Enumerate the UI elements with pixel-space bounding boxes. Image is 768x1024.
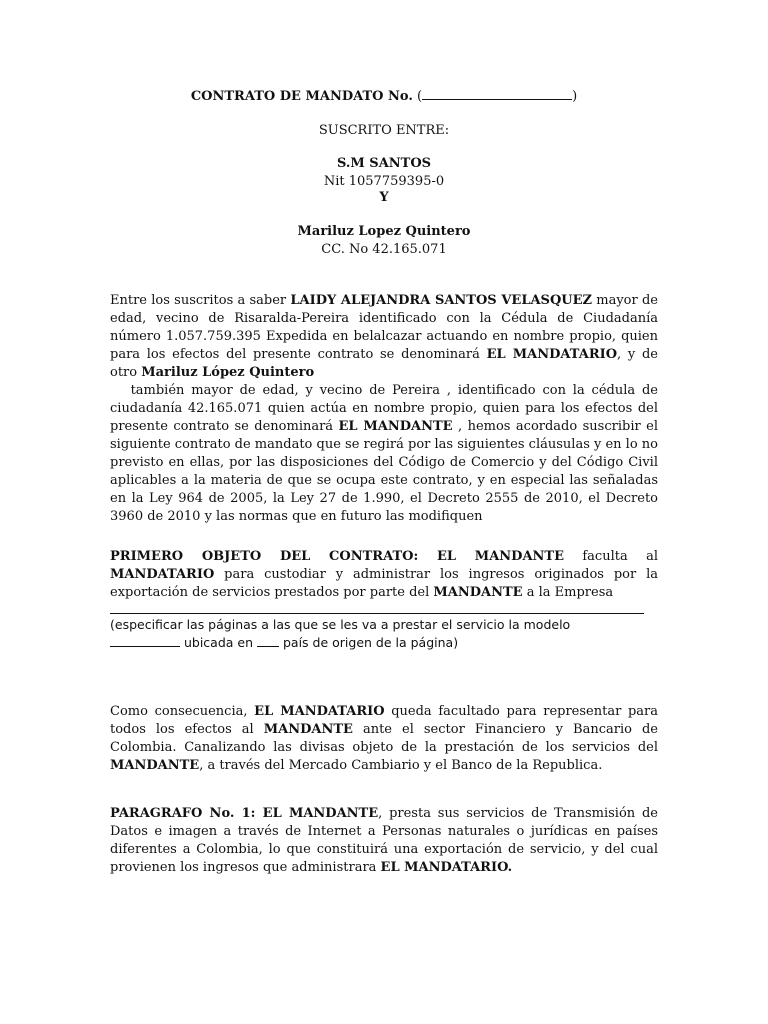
pais-blank — [257, 634, 279, 647]
primero-paragraph: PRIMERO OBJETO DEL CONTRATO: EL MANDANTE faculta al MANDATARIO para custodiar y administrar los ingresos originados por la exportación de servicios prestados por parte del MANDANTE a la Empresa (especificar las páginas a las que se les va a prestar el servicio la modelo ubicada en país de origen de la página) — [110, 549, 658, 650]
contract-number-blank — [422, 86, 572, 100]
consecuencia-paragraph: Como consecuencia, EL MANDATARIO queda facultado para representar para todos los efectos al MANDANTE ante el sector Financiero y Bancario de Colombia. Canalizando las divisas objeto de la prestación de los servicios del MANDANTE, a través del Mercado Cambiario y el Banco de la Republica. — [110, 704, 658, 773]
contract-title: CONTRATO DE MANDATO No. ( ) — [0, 86, 768, 106]
intro-paragraph: Entre los suscritos a saber LAIDY ALEJANDRA SANTOS VELASQUEZ mayor de edad, vecino de Risaralda-Pereira identificado con la Cédula de Ciudadanía número 1.057.759.395 Expedida en belalcazar actuando en nombre propio, quien para los efectos del presente contrato se denominará EL MANDATARIO, y de otro Mariluz López Quintero también mayor de edad, y vecino de Pereira , identificado con la cédula de ciudadanía 42.165.071 quien actúa en nombre propio, quien para los efectos del presente contrato se denominará EL MANDANTE , hemos acordado suscribir el siguiente contrato de mandato que se regirá por las siguientes cláusulas y en lo no previsto en ellas, por las disposiciones del Código de Comercio y del Código Civil aplicables a la materia de que se ocupa este contrato, y en especial las señaladas en la Ley 964 de 2005, la Ley 27 de 1.990, el Decreto 2555 de 2010, el Decreto 3960 de 2010 y las normas que en futuro las modifiquen — [110, 293, 658, 524]
modelo-blank — [110, 634, 180, 647]
subscribed-label: SUSCRITO ENTRE: — [318, 123, 450, 138]
title-text: CONTRATO DE MANDATO No. — [190, 89, 413, 104]
empresa-blank-line — [110, 612, 644, 614]
conjunction: Y — [379, 190, 389, 205]
party2-name: Mariluz Lopez Quintero — [297, 224, 471, 239]
paragrafo-paragraph: PARAGRAFO No. 1: EL MANDANTE, presta sus servicios de Transmisión de Datos e imagen a través de Internet a Personas naturales o jurídicas en países diferentes a Colombia, lo que constituirá una exportación de servicio, y del cual provienen los ingresos que administrara EL MANDATARIO. — [110, 806, 658, 875]
party1-name: S.M SANTOS — [336, 156, 432, 171]
party2-cc: CC. No 42.165.071 — [321, 242, 447, 257]
party1-nit: Nit 1057759395-0 — [323, 174, 445, 189]
